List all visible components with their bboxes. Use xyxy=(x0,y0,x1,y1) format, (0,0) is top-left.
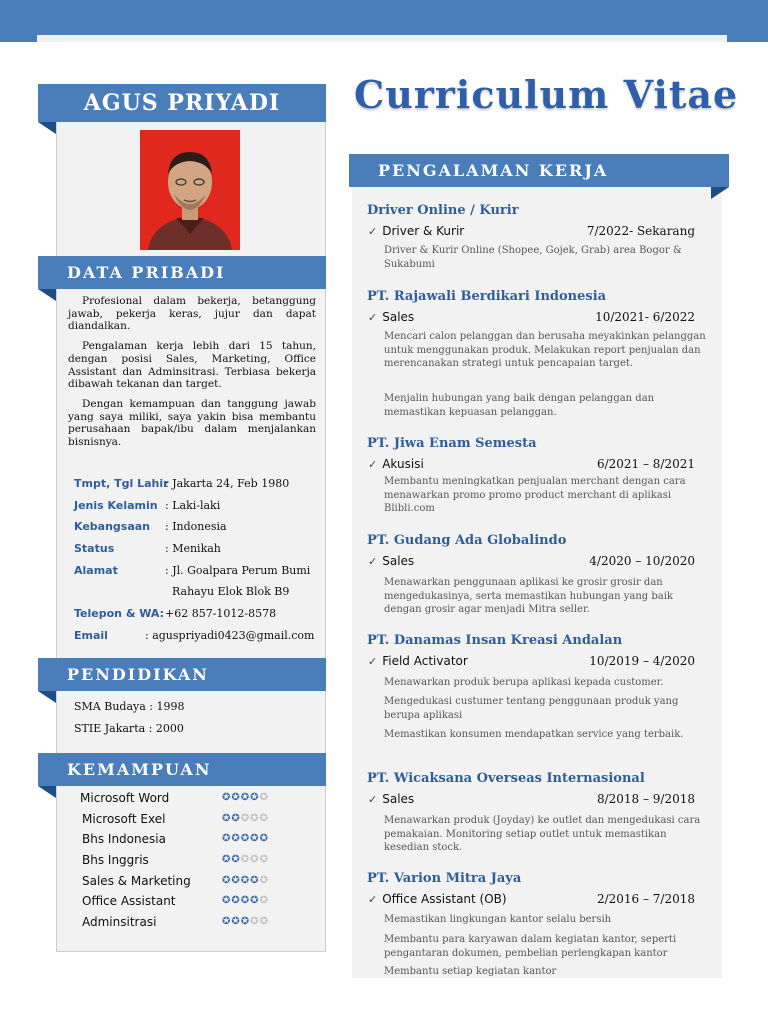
star-empty-icon: ✪ xyxy=(250,813,260,824)
job-description: Mengedukasi custumer tentang penggunaan produk yang berupa aplikasi xyxy=(384,696,679,721)
star-filled-icon: ✪ xyxy=(231,916,241,927)
job-description: Mencari calon pelanggan dan berusaha meyakinkan pelanggan untuk menggunakan produk. Melakukan report penjualan dan merencanakan strategi untuk pencapaian target. xyxy=(384,331,706,369)
info-value-address-line2: Rahayu Elok Blok B9 xyxy=(172,585,290,598)
info-value-phone: +62 857-1012-8578 xyxy=(165,607,277,620)
skill-name: Sales & Marketing xyxy=(82,874,191,888)
job-role-row xyxy=(368,457,695,471)
star-empty-icon: ✪ xyxy=(259,854,269,865)
star-filled-icon: ✪ xyxy=(250,875,260,886)
job-date: 7/2022- Sekarang xyxy=(586,224,695,238)
profile-summary xyxy=(68,295,316,456)
star-filled-icon: ✪ xyxy=(222,813,232,824)
star-filled-icon: ✪ xyxy=(231,895,241,906)
summary-paragraph: Pengalaman kerja lebih dari 15 tahun, dengan posisi Sales, Marketing, Office Assistant dan Adminsitrasi. Terbiasa bekerja dibawah tekanan dan target. xyxy=(68,340,316,391)
star-filled-icon: ✪ xyxy=(231,875,241,886)
name-banner xyxy=(38,84,326,122)
star-filled-icon: ✪ xyxy=(222,792,232,803)
section-banner-personal xyxy=(38,256,326,289)
star-filled-icon: ✪ xyxy=(231,813,241,824)
job-description: Menawarkan produk berupa aplikasi kepada customer. xyxy=(384,677,664,688)
profile-photo xyxy=(140,130,240,250)
star-empty-icon: ✪ xyxy=(240,854,251,865)
star-filled-icon: ✪ xyxy=(222,833,232,844)
job-company: PT. Varion Mitra Jaya xyxy=(367,871,522,886)
star-filled-icon: ✪ xyxy=(259,833,269,844)
star-filled-icon: ✪ xyxy=(222,854,232,865)
job-role: Driver & Kurir xyxy=(382,224,465,238)
job-company: Driver Online / Kurir xyxy=(367,203,519,218)
info-label-status: Status xyxy=(74,542,115,555)
star-filled-icon: ✪ xyxy=(231,792,241,803)
info-value-address: : Jl. Goalpara Perum Bumi xyxy=(165,564,311,577)
section-title-experience: PENGALAMAN KERJA xyxy=(378,161,609,180)
info-label-gender: Jenis Kelamin xyxy=(74,499,158,512)
star-filled-icon: ✪ xyxy=(240,792,251,803)
job-role-row xyxy=(368,224,695,238)
job-date: 10/2021- 6/2022 xyxy=(595,310,695,324)
skill-name: Adminsitrasi xyxy=(82,915,157,929)
star-empty-icon: ✪ xyxy=(250,916,260,927)
job-company: PT. Rajawali Berdikari Indonesia xyxy=(367,289,607,304)
star-empty-icon: ✪ xyxy=(259,792,269,803)
star-empty-icon: ✪ xyxy=(259,813,269,824)
skill-rating xyxy=(222,833,269,844)
info-value-email: : aguspriyadi0423@gmail.com xyxy=(145,629,315,642)
star-filled-icon: ✪ xyxy=(240,916,251,927)
skill-rating xyxy=(222,916,269,927)
info-label-phone: Telepon & WA: xyxy=(74,607,165,620)
skill-name: Office Assistant xyxy=(82,894,176,908)
info-value-birth: : Jakarta 24, Feb 1980 xyxy=(165,477,290,490)
summary-paragraph: Profesional dalam bekerja, betanggung jawab, pekerja keras, jujur dan dapat diandalkan. xyxy=(68,295,316,333)
info-value-gender: : Laki-laki xyxy=(165,499,221,512)
education-item: STIE Jakarta : 2000 xyxy=(74,722,184,735)
info-value-status: : Menikah xyxy=(165,542,221,555)
star-filled-icon: ✪ xyxy=(250,792,260,803)
job-date: 10/2019 – 4/2020 xyxy=(589,654,695,668)
job-company: PT. Danamas Insan Kreasi Andalan xyxy=(367,633,623,648)
job-description: Memastikan lingkungan kantor selalu bersih xyxy=(384,914,612,925)
job-role-row xyxy=(368,554,695,568)
section-title-skills: KEMAMPUAN xyxy=(67,760,212,779)
job-role-row xyxy=(368,892,695,906)
education-item: SMA Budaya : 1998 xyxy=(74,700,185,713)
skill-name: Bhs Inggris xyxy=(82,853,149,867)
job-description: Memastikan konsumen mendapatkan service yang terbaik. xyxy=(384,729,684,740)
section-title-personal: DATA PRIBADI xyxy=(67,263,226,282)
job-company: PT. Wicaksana Overseas Internasional xyxy=(367,771,645,786)
job-description: Menawarkan penggunaan aplikasi ke grosir grosir dan mengedukasinya, serta memastikan hubungan yang baik dengan grosir agar menjadi Mitra seller. xyxy=(384,577,673,615)
job-role-row xyxy=(368,310,695,324)
job-date: 6/2021 – 8/2021 xyxy=(596,457,695,471)
job-date: 8/2018 – 9/2018 xyxy=(596,792,695,806)
star-empty-icon: ✪ xyxy=(259,895,269,906)
job-role: Sales xyxy=(382,310,415,324)
job-role: Office Assistant (OB) xyxy=(382,892,507,906)
star-filled-icon: ✪ xyxy=(250,895,260,906)
job-role: Sales xyxy=(382,792,415,806)
star-filled-icon: ✪ xyxy=(240,895,251,906)
job-description: Menawarkan produk (Joyday) ke outlet dan mengedukasi cara pemakaian. Monitoring setiap outlet untuk memastikan kesedian stock. xyxy=(384,815,701,853)
skill-name: Microsoft Exel xyxy=(82,812,166,826)
job-role-row xyxy=(368,792,695,806)
star-filled-icon: ✪ xyxy=(240,833,251,844)
info-label-birth: Tmpt, Tgl Lahir xyxy=(74,477,169,490)
star-filled-icon: ✪ xyxy=(222,875,232,886)
star-empty-icon: ✪ xyxy=(240,813,251,824)
check-icon: ✓ xyxy=(368,311,378,324)
star-filled-icon: ✪ xyxy=(250,833,260,844)
star-empty-icon: ✪ xyxy=(259,875,269,886)
check-icon: ✓ xyxy=(368,458,378,471)
job-date: 2/2016 – 7/2018 xyxy=(596,892,695,906)
info-value-nationality: : Indonesia xyxy=(165,520,227,533)
check-icon: ✓ xyxy=(368,655,378,668)
star-empty-icon: ✪ xyxy=(250,854,260,865)
star-filled-icon: ✪ xyxy=(222,895,232,906)
skill-name: Microsoft Word xyxy=(80,791,170,805)
section-banner-skills xyxy=(38,753,326,786)
job-role: Field Activator xyxy=(382,654,468,668)
document-title: Curriculum Vitae xyxy=(354,72,739,117)
job-role-row xyxy=(368,654,695,668)
top-header-strip xyxy=(37,35,727,42)
skill-rating xyxy=(222,895,269,906)
section-banner-experience xyxy=(349,154,729,187)
info-label-address: Alamat xyxy=(74,564,118,577)
job-role: Sales xyxy=(382,554,415,568)
check-icon: ✓ xyxy=(368,893,378,906)
section-banner-education xyxy=(38,658,326,691)
job-description: Membantu para karyawan dalam kegiatan kantor, seperti pengantaran dokumen, pembelian perlengkapan kantor xyxy=(384,934,677,959)
job-role: Akusisi xyxy=(382,457,424,471)
job-description: Menjalin hubungan yang baik dengan pelanggan dan memastikan kepuasan pelanggan. xyxy=(384,393,655,418)
check-icon: ✓ xyxy=(368,225,378,238)
summary-paragraph: Dengan kemampuan dan tanggung jawab yang saya miliki, saya yakin bisa membantu perusahaan bapak/ibu dalam menjalankan bisnisnya. xyxy=(68,397,316,449)
job-description: Membantu meningkatkan penjualan merchant dengan cara menawarkan promo promo product merchant di aplikasi Blibli.com xyxy=(384,476,686,514)
skill-rating xyxy=(222,875,269,886)
skill-name: Bhs Indonesia xyxy=(82,832,166,846)
star-filled-icon: ✪ xyxy=(231,854,241,865)
skill-rating xyxy=(222,792,269,803)
skill-rating xyxy=(222,854,269,865)
person-photo-illustration xyxy=(140,130,240,250)
star-filled-icon: ✪ xyxy=(231,833,241,844)
star-empty-icon: ✪ xyxy=(259,916,269,927)
job-company: PT. Jiwa Enam Semesta xyxy=(367,436,537,451)
job-description: Driver & Kurir Online (Shopee, Gojek, Grab) area Bogor & Sukabumi xyxy=(384,245,682,270)
star-filled-icon: ✪ xyxy=(240,875,251,886)
job-company: PT. Gudang Ada Globalindo xyxy=(367,533,567,548)
profile-name: AGUS PRIYADI xyxy=(83,90,281,116)
info-label-email: Email xyxy=(74,629,108,642)
info-label-nationality: Kebangsaan xyxy=(74,520,151,533)
job-description: Membantu setiap kegiatan kantor xyxy=(384,966,557,977)
job-date: 4/2020 – 10/2020 xyxy=(589,554,695,568)
check-icon: ✓ xyxy=(368,793,378,806)
check-icon: ✓ xyxy=(368,555,378,568)
skill-rating xyxy=(222,813,269,824)
section-title-education: PENDIDIKAN xyxy=(67,665,209,684)
star-filled-icon: ✪ xyxy=(222,916,232,927)
